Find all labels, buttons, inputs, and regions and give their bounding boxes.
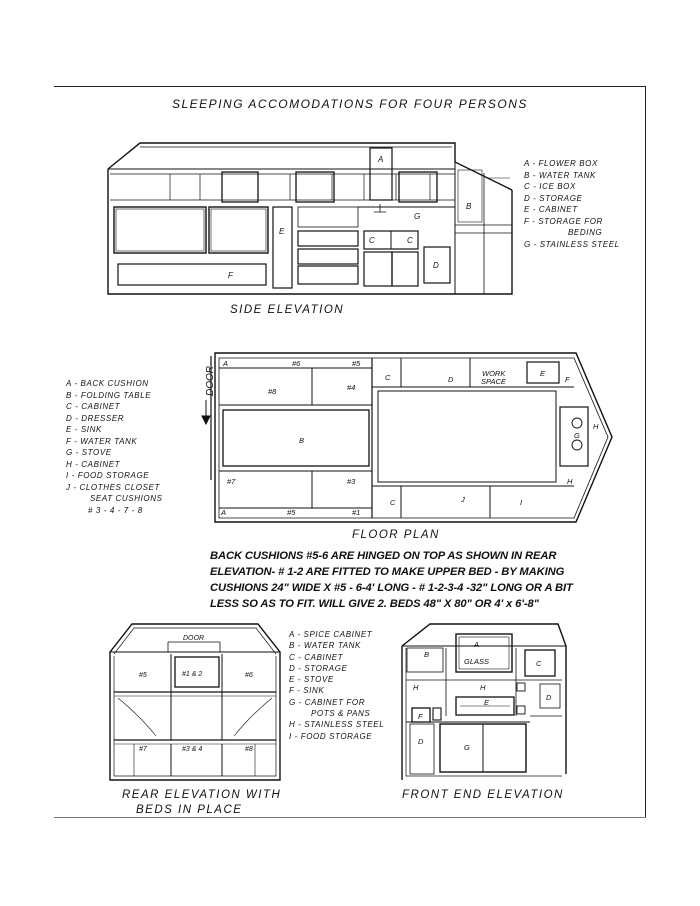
floor-legend-item: E - SINK <box>66 425 102 434</box>
floor-label-4: #4 <box>347 383 356 392</box>
side-label-d: D <box>433 261 439 270</box>
rear-elevation-caption-1: REAR ELEVATION WITH <box>122 789 282 801</box>
note-line: LESS SO AS TO FIT. WILL GIVE 2. BEDS 48" X 80" OR 4' x 6'-8" <box>210 598 539 610</box>
rear-label-1-2: #1 & 2 <box>182 671 203 678</box>
floor-label-5-top: #5 <box>352 359 361 368</box>
floor-legend-item: # 3 - 4 - 7 - 8 <box>88 505 143 515</box>
note-line: CUSHIONS 24" WIDE X #5 - 6-4' LONG - # 1-2-3-4 -32" LONG OR A BIT <box>210 582 573 594</box>
floor-legend-item: I - FOOD STORAGE <box>66 471 150 480</box>
side-label-b: B <box>466 202 472 211</box>
floor-legend-item: H - CABINET <box>66 459 121 469</box>
floor-label-i: I <box>520 498 523 507</box>
side-label-c1: C <box>369 236 375 245</box>
rear-label-5: #5 <box>139 672 147 679</box>
floor-label-a-bottom: A <box>221 508 227 517</box>
rear-label-8: #8 <box>245 746 253 753</box>
page-title: SLEEPING ACCOMODATIONS FOR FOUR PERSONS <box>172 97 528 111</box>
front-label-h-center: H <box>480 683 486 692</box>
floor-legend-item: F - WATER TANK <box>66 436 138 446</box>
front-label-g: G <box>464 743 470 752</box>
floor-label-space: SPACE <box>481 377 506 386</box>
side-legend-item: F - STORAGE FOR <box>524 216 603 226</box>
floor-legend-item: G - STOVE <box>66 448 112 457</box>
side-legend-item: C - ICE BOX <box>524 182 576 191</box>
front-label-d-right: D <box>546 693 552 702</box>
front-legend-item: G - CABINET FOR <box>289 697 366 707</box>
side-label-c2: C <box>407 236 413 245</box>
side-label-a: A <box>378 155 384 164</box>
floor-label-3: #3 <box>347 477 356 486</box>
front-legend-item: D - STORAGE <box>289 663 348 673</box>
front-label-b: B <box>424 650 430 659</box>
side-elevation-caption: SIDE ELEVATION <box>230 304 345 316</box>
side-legend-item: BEDING <box>568 228 603 237</box>
rear-label-door: DOOR <box>183 635 204 642</box>
floor-label-e: E <box>540 369 546 378</box>
front-label-h-left: H <box>413 683 419 692</box>
floor-label-1: #1 <box>352 508 361 517</box>
side-legend-item: D - STORAGE <box>524 193 583 203</box>
floor-label-work: WORK <box>482 369 506 378</box>
front-elevation-caption: FRONT END ELEVATION <box>402 789 564 801</box>
floor-label-f: F <box>565 375 570 384</box>
floor-label-j: J <box>461 495 465 504</box>
front-legend-item: C - CABINET <box>289 652 344 662</box>
floor-legend-item: J - CLOTHES CLOSET <box>66 482 160 492</box>
rear-elevation-caption-2: BEDS IN PLACE <box>136 804 243 816</box>
front-legend-item: POTS & PANS <box>311 709 371 719</box>
floor-label-h-right: H <box>593 422 599 431</box>
rear-label-6: #6 <box>245 672 253 679</box>
floor-label-b: B <box>299 436 305 445</box>
floor-legend-item: D - DRESSER <box>66 413 125 423</box>
front-label-e: E <box>484 698 490 707</box>
note-line: ELEVATION- # 1-2 ARE FITTED TO MAKE UPPER BED - BY MAKING <box>210 566 565 578</box>
floor-legend-item: B - FOLDING TABLE <box>66 390 152 400</box>
side-label-g: G <box>414 212 421 221</box>
floor-label-c-top: C <box>385 373 391 382</box>
front-label-glass: GLASS <box>464 657 490 666</box>
floor-label-6: #6 <box>292 359 301 368</box>
floor-label-8: #8 <box>268 387 277 396</box>
rear-label-3-4: #3 & 4 <box>182 746 203 753</box>
front-legend-item: F - SINK <box>289 686 325 696</box>
rear-label-7: #7 <box>139 746 147 753</box>
floor-label-7: #7 <box>227 477 236 486</box>
side-label-f: F <box>228 271 233 280</box>
floor-label-c-bottom: C <box>390 498 396 507</box>
floor-plan-caption: FLOOR PLAN <box>352 529 440 541</box>
floor-label-h-bottom: H <box>567 477 573 486</box>
front-legend-item: H - STAINLESS STEEL <box>289 720 385 730</box>
side-label-e: E <box>279 227 285 236</box>
floor-label-d: D <box>448 375 454 384</box>
note-line: BACK CUSHIONS #5-6 ARE HINGED ON TOP AS SHOWN IN REAR <box>210 550 557 562</box>
floor-label-5-bottom: #5 <box>287 508 296 517</box>
side-legend-item: E - CABINET <box>524 205 578 214</box>
floor-door-label: DOOR <box>205 366 216 396</box>
front-label-f: F <box>418 712 423 721</box>
side-legend-item: B - WATER TANK <box>524 170 596 180</box>
floor-legend-item: C - CABINET <box>66 402 121 411</box>
side-legend-item: A - FLOWER BOX <box>524 159 598 168</box>
front-legend-item: I - FOOD STORAGE <box>289 731 373 741</box>
front-legend-item: A - SPICE CABINET <box>289 630 373 639</box>
floor-label-g: G <box>574 431 580 440</box>
floor-legend-item: SEAT CUSHIONS <box>90 494 163 503</box>
side-legend-item: G - STAINLESS STEEL <box>524 239 620 249</box>
front-legend-item: E - STOVE <box>289 675 334 685</box>
front-legend-item: B - WATER TANK <box>289 641 361 651</box>
front-label-a: A <box>474 640 480 649</box>
front-label-c: C <box>536 659 542 668</box>
front-label-d-left: D <box>418 737 424 746</box>
floor-legend-item: A - BACK CUSHION <box>66 379 149 388</box>
floor-label-a-top: A <box>223 359 229 368</box>
